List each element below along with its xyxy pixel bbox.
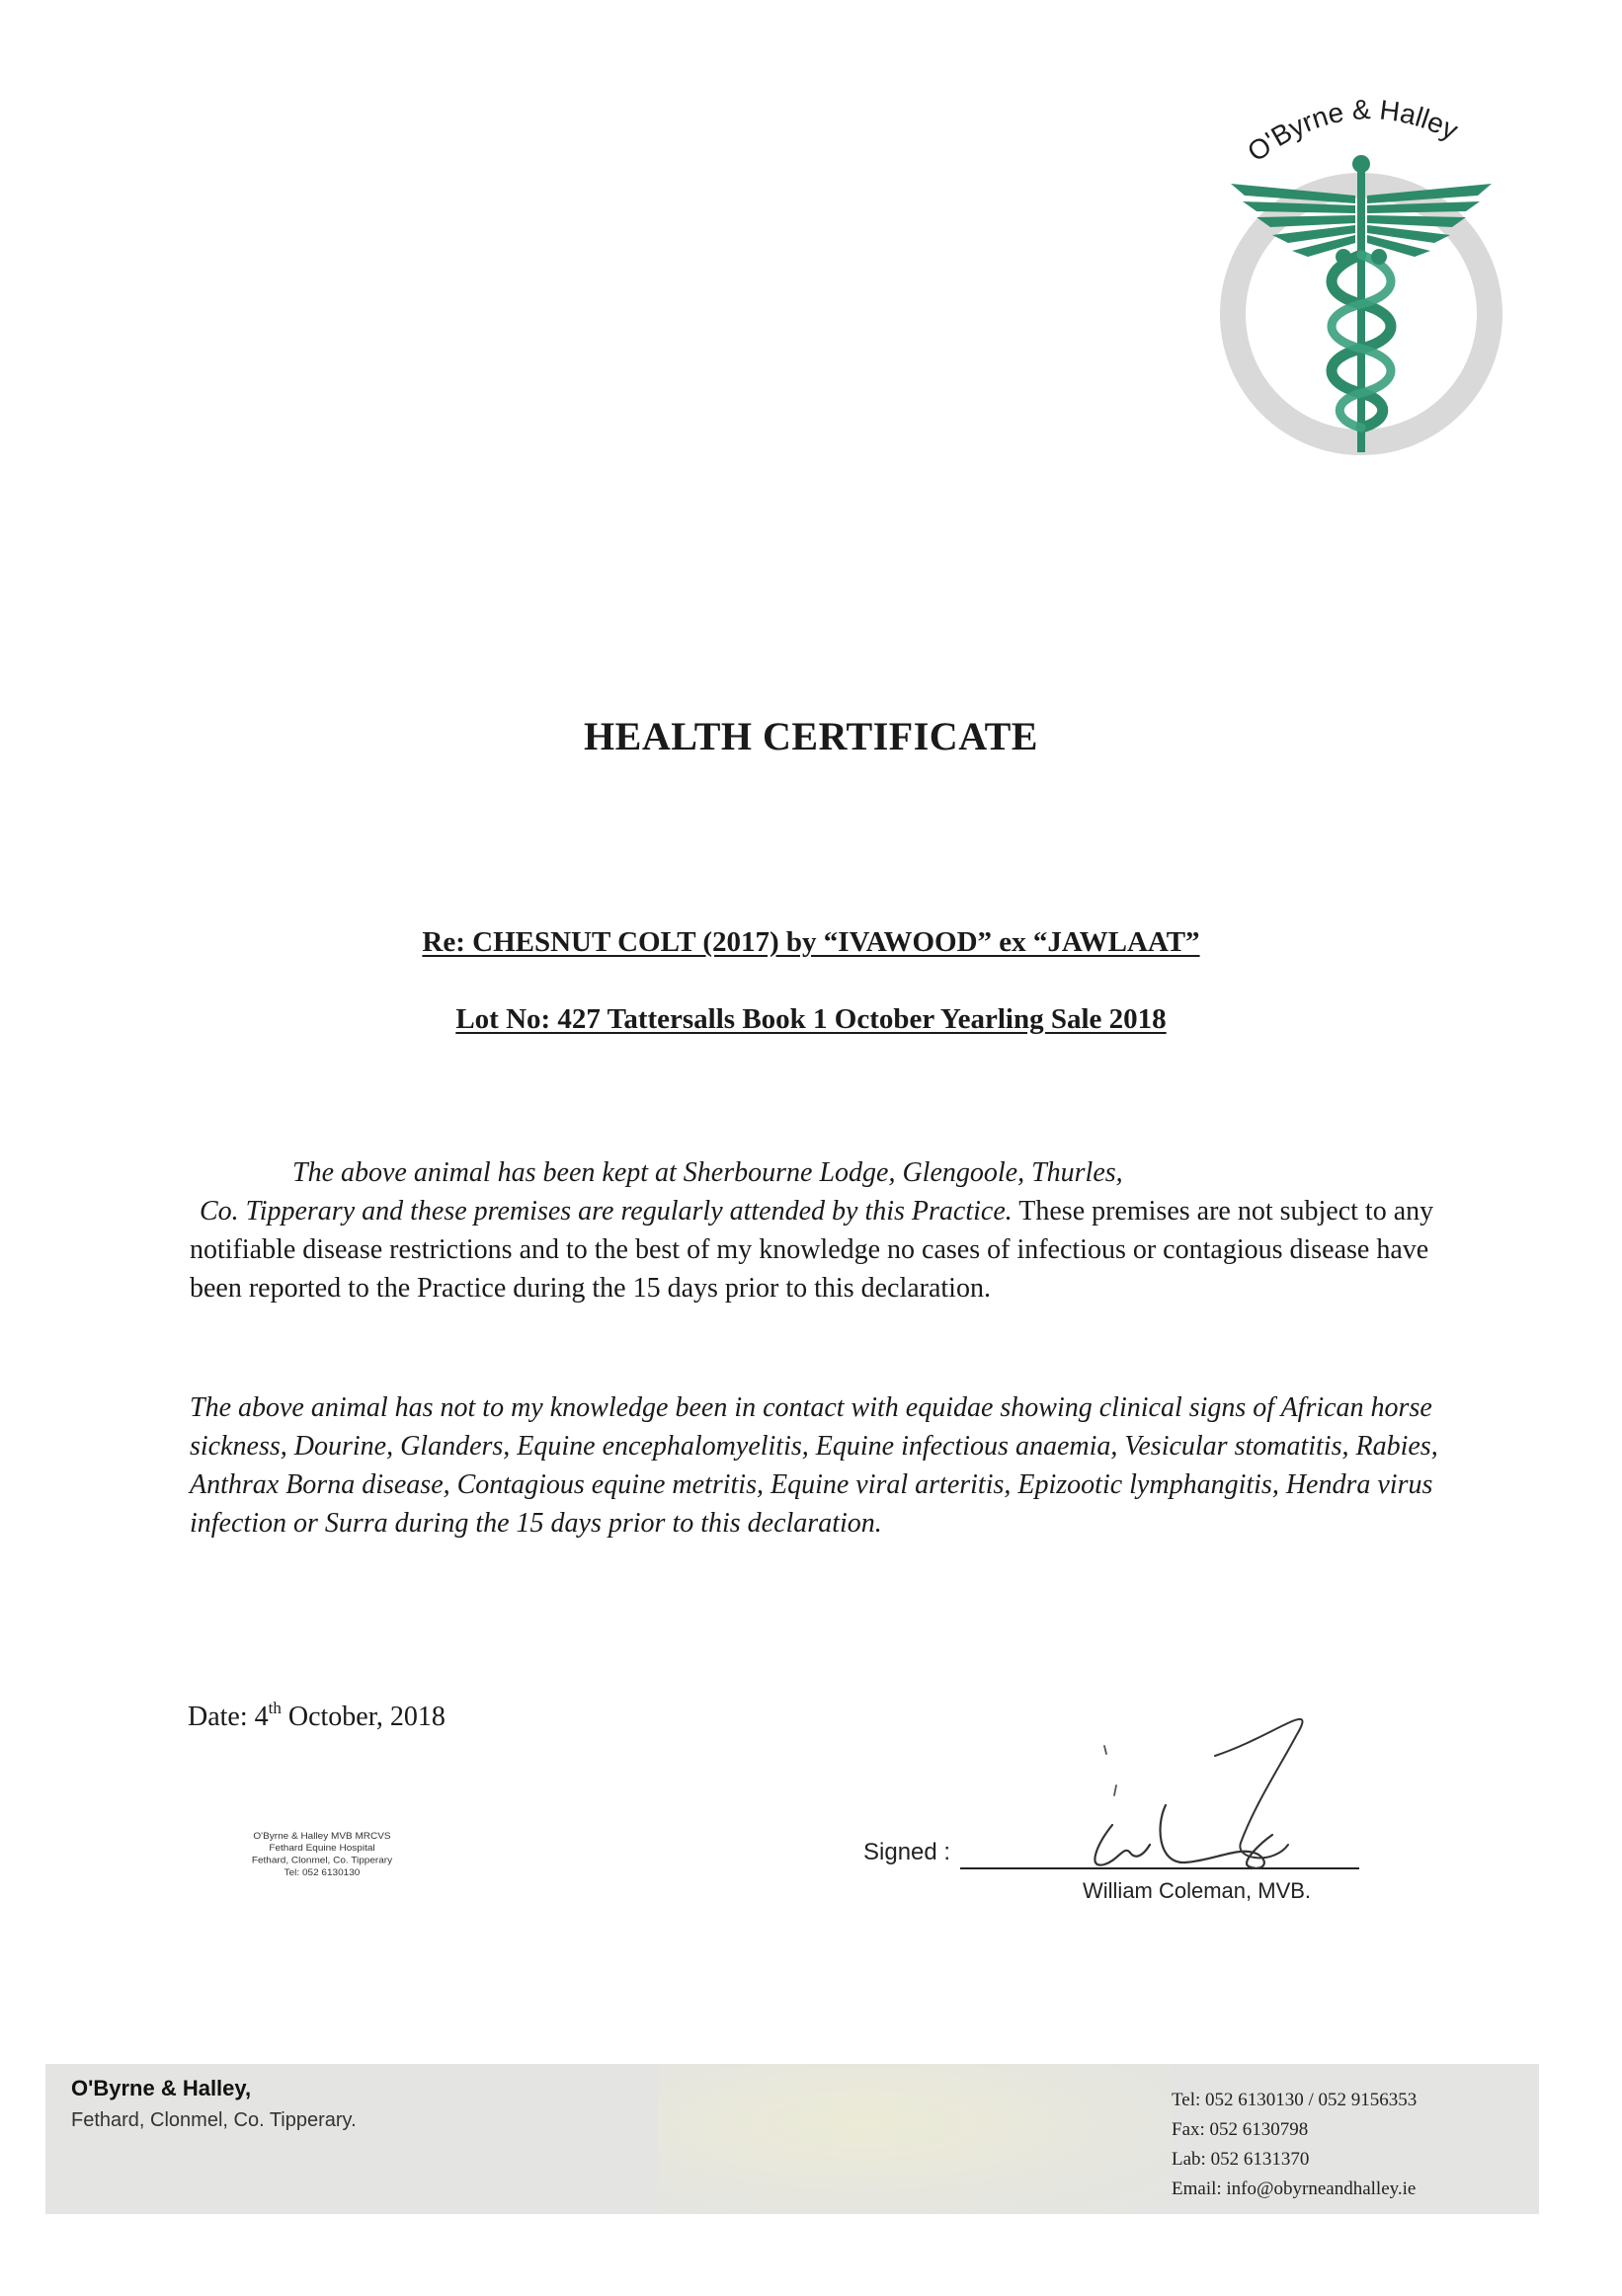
footer-address: Fethard, Clonmel, Co. Tipperary. [71,2109,357,2131]
footer-tel: Tel: 052 6130130 / 052 9156353 [1172,2090,1418,2110]
premises-italic-line-1: The above animal has been kept at Sherbourne Lodge, Glengoole, Thurles, [292,1157,1123,1188]
lot-number-line: Lot No: 427 Tattersalls Book 1 October Yearling Sale 2018 [455,1003,1167,1035]
premises-italic-line-2: Co. Tipperary and these premises are regularly attended by this Practice. [200,1196,1013,1227]
footer-contact-block [1172,2086,1417,2204]
stamp-line: Tel: 052 6130130 [284,1867,361,1878]
signer-name: William Coleman, MVB. [1083,1878,1312,1903]
horse-reference-line: Re: CHESNUT COLT (2017) by “IVAWOOD” ex “JAWLAAT” [422,926,1200,958]
practice-stamp [223,1830,421,1878]
handwritten-signature-icon [1047,1697,1343,1874]
footer-fax: Fax: 052 6130798 [1172,2119,1309,2140]
date-rest: October, 2018 [281,1702,446,1732]
disease-contact-paragraph: The above animal has not to my knowledge been in contact with equidae showing clinical signs of African horse sickness, Dourine, Glanders, Equine encephalomyelitis, Equine infectious anaemia, Vesicular stomatitis, Rabies, Anthrax Borna disease, Contagious equine metritis, Equine viral arteritis, Epizootic lymphangitis, Hendra virus infection or Surra during the 15 days prior to this declaration. [190,1392,1438,1539]
date-ordinal-suffix: th [268,1699,282,1717]
footer-email: Email: info@obyrneandhalley.ie [1172,2178,1417,2199]
declaration-date [188,1699,446,1733]
svg-text:O'Byrne & Halley [1242,94,1463,167]
stamp-line: Fethard, Clonmel, Co. Tipperary [251,1855,393,1866]
footer-lab: Lab: 052 6131370 [1172,2149,1310,2170]
stamp-line: O'Byrne & Halley MVB MRCVS [253,1831,391,1842]
caduceus-logo-icon [1213,87,1509,462]
signed-label: Signed : [863,1839,951,1865]
practice-logo [1213,87,1509,462]
premises-declaration-paragraph [190,1153,1444,1307]
footer-practice-name: O'Byrne & Halley, [71,2076,252,2100]
date-prefix: Date: 4 [188,1702,269,1732]
logo-text: O'Byrne & Halley [1242,94,1463,168]
letterhead-footer [45,2064,1539,2214]
stamp-line: Fethard Equine Hospital [269,1843,375,1855]
document-title: HEALTH CERTIFICATE [584,714,1038,758]
premises-declaration-text: These premises are not subject to any notifiable disease restrictions and to the best of my knowledge no cases of infectious or contagious disease have been reported to the Practice during the 15 days prior to this declaration. [190,1196,1434,1304]
footer-background-decoration [658,2064,1172,2214]
